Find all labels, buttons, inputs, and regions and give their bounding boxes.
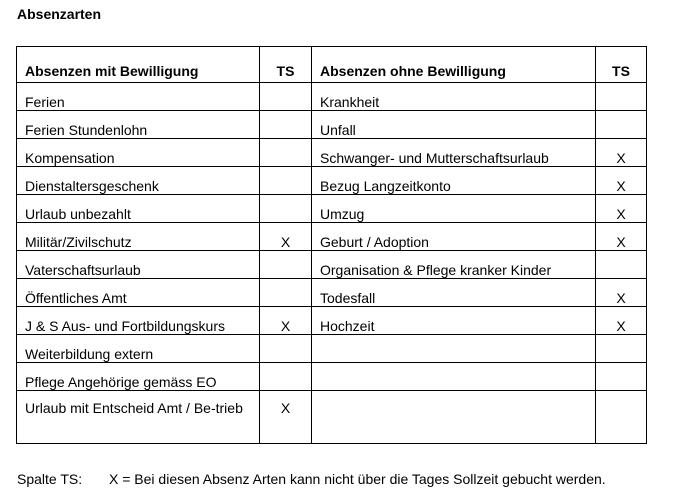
ts-right-cell: X: [596, 279, 647, 307]
with-approval-cell-text: Urlaub mit Entscheid Amt / Be-trieb: [25, 400, 243, 416]
ts-right-cell: [596, 83, 647, 111]
table-row: [17, 363, 647, 391]
ts-left-cell: X: [260, 307, 312, 335]
without-approval-cell: Krankheit: [312, 83, 596, 111]
table-row: [17, 307, 647, 335]
ts-left-cell: X: [260, 223, 312, 251]
without-approval-cell: Schwanger- und Mutterschaftsurlaub: [312, 139, 596, 167]
table-row: [17, 335, 647, 363]
table-header-row: [17, 47, 647, 83]
header-without-approval: Absenzen ohne Bewilligung: [312, 47, 596, 83]
ts-column-legend: [17, 471, 606, 487]
with-approval-cell: Urlaub unbezahlt: [17, 195, 260, 223]
ts-left-cell: [260, 335, 312, 363]
header-ts-left: TS: [260, 47, 312, 83]
without-approval-cell: [312, 391, 596, 444]
without-approval-cell: [312, 335, 596, 363]
without-approval-cell: Todesfall: [312, 279, 596, 307]
with-approval-cell: Ferien: [17, 83, 260, 111]
ts-right-cell: X: [596, 195, 647, 223]
ts-right-cell: [596, 391, 647, 444]
with-approval-cell: Pflege Angehörige gemäss EO: [17, 363, 260, 391]
with-approval-cell: Weiterbildung extern: [17, 335, 260, 363]
with-approval-cell: Ferien Stundenlohn: [17, 111, 260, 139]
table-row: [17, 83, 647, 111]
without-approval-cell: Geburt / Adoption: [312, 223, 596, 251]
with-approval-cell: Militär/Zivilschutz: [17, 223, 260, 251]
with-approval-cell: Öffentliches Amt: [17, 279, 260, 307]
with-approval-cell: Vaterschaftsurlaub: [17, 251, 260, 279]
without-approval-cell: Organisation & Pflege kranker Kinder: [312, 251, 596, 279]
ts-left-cell: [260, 167, 312, 195]
table-row: [17, 167, 647, 195]
ts-left-cell: [260, 139, 312, 167]
with-approval-cell: Kompensation: [17, 139, 260, 167]
without-approval-cell: Hochzeit: [312, 307, 596, 335]
absence-types-table: [16, 46, 647, 444]
table-row: [17, 251, 647, 279]
with-approval-cell: J & S Aus- und Fortbildungskurs: [17, 307, 260, 335]
ts-left-cell: [260, 363, 312, 391]
ts-right-cell: [596, 363, 647, 391]
header-with-approval: Absenzen mit Bewilligung: [17, 47, 260, 83]
ts-left-cell: [260, 251, 312, 279]
with-approval-cell: Dienstaltersgeschenk: [17, 167, 260, 195]
ts-right-cell: X: [596, 307, 647, 335]
ts-right-cell: X: [596, 139, 647, 167]
ts-left-cell: [260, 111, 312, 139]
legend-label: Spalte TS:: [17, 471, 83, 487]
ts-right-cell: [596, 335, 647, 363]
ts-right-cell: X: [596, 223, 647, 251]
ts-left-cell: [260, 83, 312, 111]
table-row: [17, 195, 647, 223]
ts-left-cell: [260, 279, 312, 307]
table-row: [17, 139, 647, 167]
header-ts-right: TS: [596, 47, 647, 83]
without-approval-cell: Bezug Langzeitkonto: [312, 167, 596, 195]
ts-right-cell: X: [596, 167, 647, 195]
ts-right-cell: [596, 111, 647, 139]
table-row: [17, 279, 647, 307]
legend-text: X = Bei diesen Absenz Arten kann nicht über die Tages Sollzeit gebucht werden.: [109, 471, 606, 487]
ts-left-cell: [260, 195, 312, 223]
table-row: [17, 223, 647, 251]
ts-left-cell: X: [260, 391, 312, 444]
ts-right-cell: [596, 251, 647, 279]
without-approval-cell: Unfall: [312, 111, 596, 139]
without-approval-cell: Umzug: [312, 195, 596, 223]
document-title: Absenzarten: [17, 6, 102, 22]
without-approval-cell: [312, 363, 596, 391]
table-row: [17, 391, 647, 444]
with-approval-cell: [17, 391, 260, 444]
table-row: [17, 111, 647, 139]
